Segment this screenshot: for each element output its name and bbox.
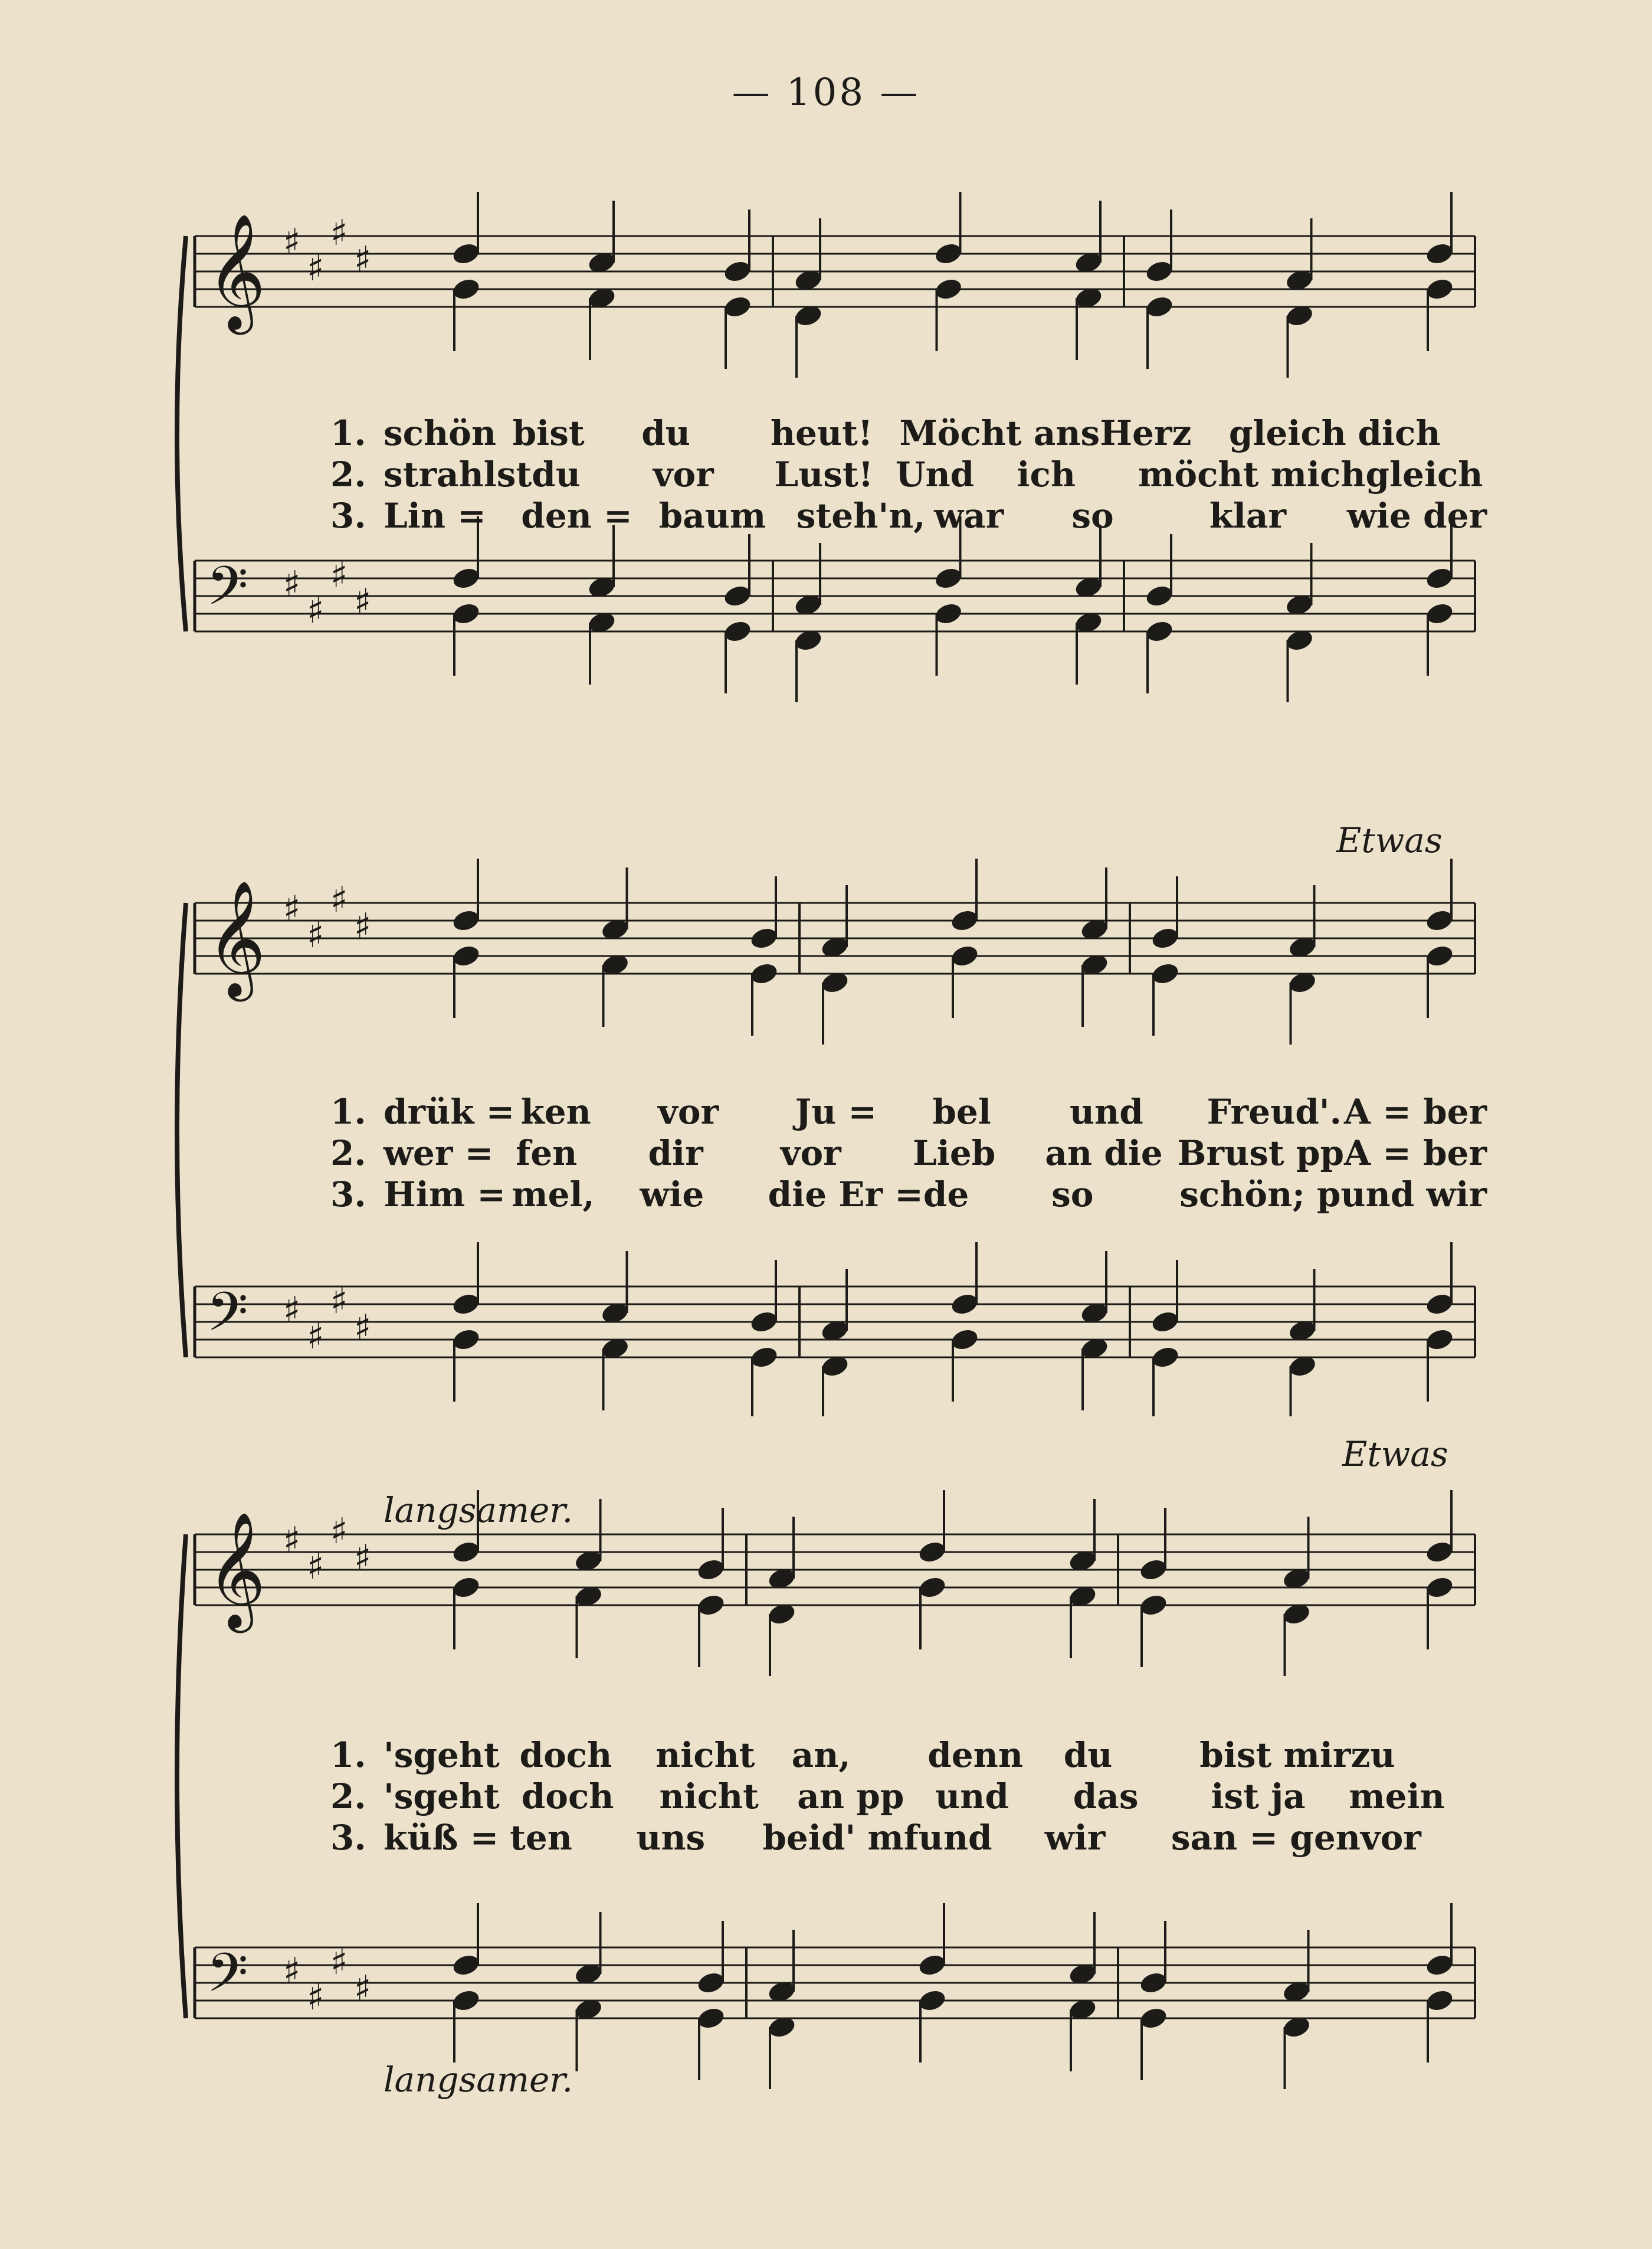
verse-line [330, 1735, 1487, 1775]
lyric-syllable: de [923, 1174, 969, 1214]
verse-number: 1. [330, 1735, 366, 1775]
verse-line [330, 1776, 1487, 1816]
lyric-syllable: ich [1017, 454, 1076, 495]
lyric-syllable: möcht mich [1138, 454, 1366, 495]
lyric-syllable: war [934, 496, 1004, 536]
lyric-syllable: steh'n, [796, 496, 926, 536]
sharp-icon: ♯ [330, 879, 348, 921]
lyric-syllable: fen [516, 1133, 578, 1173]
lyric-syllable: so [1071, 496, 1114, 536]
lyric-syllable: drük = [384, 1092, 515, 1132]
lyric-syllable: 'sgeht [384, 1776, 500, 1816]
sharp-icon: ♯ [307, 590, 324, 631]
lyric-syllable: bist [512, 413, 585, 453]
verse-number: 2. [330, 454, 366, 495]
lyric-syllable: klar [1209, 496, 1287, 536]
lyric-syllable: A = ber [1344, 1133, 1487, 1173]
sharp-icon: ♯ [283, 1950, 301, 1992]
lyric-syllable: nicht [655, 1735, 755, 1775]
lyric-syllable: wir [1044, 1818, 1106, 1858]
lyric-syllable: du [1063, 1735, 1113, 1775]
system-brace [177, 1534, 186, 2018]
lyric-syllable: du [641, 413, 690, 453]
lyric-syllable: schön [384, 413, 496, 453]
lyric-syllable: Freud'. [1207, 1092, 1342, 1132]
lyric-syllable: ist ja [1211, 1776, 1306, 1816]
music-system-1 [0, 159, 1652, 749]
verse-line [330, 1818, 1487, 1858]
lyric-syllable: das [1073, 1776, 1139, 1816]
sharp-icon: ♯ [307, 1977, 324, 2018]
tempo-marking: langsamer. [384, 2060, 573, 2100]
lyric-syllable: dich [1358, 413, 1441, 453]
verse-number: 1. [330, 413, 366, 453]
lyric-syllable: Lieb [913, 1133, 996, 1173]
lyric-syllable: so [1051, 1174, 1094, 1214]
sharp-icon: ♯ [307, 1546, 324, 1587]
lyric-syllable: die Er = [768, 1174, 923, 1214]
treble-clef-icon: 𝄞 [206, 880, 266, 997]
sharp-icon: ♯ [283, 888, 301, 929]
lyric-syllable: an die [1045, 1133, 1163, 1173]
sharp-icon: ♯ [354, 581, 372, 623]
lyric-syllable: A = ber [1344, 1092, 1487, 1132]
tempo-marking: Etwas [1342, 1434, 1448, 1474]
bass-clef-icon: 𝄢 [206, 555, 248, 630]
lyric-syllable: Ju = [795, 1092, 877, 1132]
lyric-syllable: wie der [1346, 496, 1487, 536]
sharp-icon: ♯ [354, 1307, 372, 1348]
lyric-syllable: ken [520, 1092, 591, 1132]
lyric-syllable: an pp [797, 1776, 904, 1816]
sharp-icon: ♯ [330, 1942, 348, 1983]
lyric-syllable: mein [1349, 1776, 1445, 1816]
tempo-marking: langsamer. [384, 1490, 573, 1530]
lyric-syllable: gleich [1228, 413, 1346, 453]
sharp-icon: ♯ [354, 906, 372, 947]
verse-number: 3. [330, 496, 366, 536]
verse-number: 3. [330, 1174, 366, 1214]
sharp-icon: ♯ [283, 1520, 301, 1561]
sharp-icon: ♯ [330, 1281, 348, 1322]
lyric-syllable: doch [521, 1776, 614, 1816]
lyric-syllable: zu [1351, 1735, 1395, 1775]
sharp-icon: ♯ [283, 221, 301, 263]
bass-clef-icon: 𝄢 [206, 1281, 248, 1356]
verse-number: 2. [330, 1133, 366, 1173]
lyric-syllable: den = [521, 496, 632, 536]
system-brace [177, 236, 186, 631]
sharp-icon: ♯ [330, 555, 348, 596]
verse-line [330, 1133, 1487, 1173]
sharp-icon: ♯ [283, 564, 301, 605]
tempo-marking: Etwas [1336, 820, 1443, 860]
verse-number: 2. [330, 1776, 366, 1816]
lyric-syllable: bist mir [1199, 1735, 1351, 1775]
lyric-syllable: 'sgeht [384, 1735, 500, 1775]
verse-line [330, 496, 1487, 536]
lyric-syllable: küß = [384, 1818, 499, 1858]
lyric-syllable: heut! [770, 413, 873, 453]
music-system-2 [0, 797, 1652, 1416]
lyric-syllable: ten [510, 1818, 572, 1858]
lyric-syllable: und [1069, 1092, 1143, 1132]
verse-line [330, 413, 1487, 453]
lyric-syllable: san = gen [1171, 1818, 1361, 1858]
lyric-syllable: uns [636, 1818, 706, 1858]
lyric-syllable: vor [653, 454, 714, 495]
lyric-syllable: denn [927, 1735, 1023, 1775]
treble-clef-icon: 𝄞 [206, 1511, 266, 1628]
lyric-syllable: Herz [1100, 413, 1192, 453]
lyric-syllable: doch [519, 1735, 612, 1775]
lyric-syllable: gleich [1365, 454, 1483, 495]
lyric-syllable: strahlst [384, 454, 532, 495]
sharp-icon: ♯ [330, 1511, 348, 1552]
sharp-icon: ♯ [330, 212, 348, 254]
sharp-icon: ♯ [354, 1537, 372, 1579]
lyric-syllable: wer = [384, 1133, 494, 1173]
lyric-syllable: und [935, 1776, 1009, 1816]
lyric-syllable: baum [658, 496, 766, 536]
lyric-syllable: und [918, 1818, 992, 1858]
lyric-syllable: Lin = [384, 496, 486, 536]
lyric-syllable: Und [895, 454, 975, 495]
lyric-syllable: Him = [384, 1174, 506, 1214]
bass-clef-icon: 𝄢 [206, 1942, 248, 2017]
verse-number: 3. [330, 1818, 366, 1858]
lyric-syllable: beid' mf [762, 1818, 919, 1858]
verse-number: 1. [330, 1092, 366, 1132]
lyric-syllable: Möcht ans [899, 413, 1100, 453]
lyric-syllable: mel, [512, 1174, 595, 1214]
verse-line [330, 454, 1487, 495]
lyric-syllable: bel [932, 1092, 991, 1132]
lyric-syllable: Brust pp [1177, 1133, 1344, 1173]
lyric-syllable: vor [1360, 1818, 1421, 1858]
music-system-3 [0, 1416, 1652, 2154]
verse-line [330, 1092, 1487, 1132]
sharp-icon: ♯ [354, 239, 372, 280]
lyric-syllable: wie [640, 1174, 704, 1214]
lyric-syllable: an, [791, 1735, 851, 1775]
sharp-icon: ♯ [307, 1316, 324, 1357]
sharp-icon: ♯ [354, 1968, 372, 2009]
lyric-syllable: dir [648, 1133, 703, 1173]
sharp-icon: ♯ [307, 915, 324, 956]
page-number: — 108 — [732, 71, 920, 114]
lyric-syllable: nicht [659, 1776, 759, 1816]
sharp-icon: ♯ [283, 1289, 301, 1331]
lyric-syllable: du [532, 454, 581, 495]
system-brace [177, 903, 186, 1357]
lyric-syllable: vor [780, 1133, 841, 1173]
lyric-syllable: vor [658, 1092, 719, 1132]
treble-clef-icon: 𝄞 [206, 213, 266, 330]
lyric-syllable: Lust! [774, 454, 874, 495]
lyric-syllable: und wir [1340, 1174, 1487, 1214]
verse-line [330, 1174, 1487, 1214]
sharp-icon: ♯ [307, 248, 324, 289]
lyric-syllable: schön; p [1179, 1174, 1341, 1214]
